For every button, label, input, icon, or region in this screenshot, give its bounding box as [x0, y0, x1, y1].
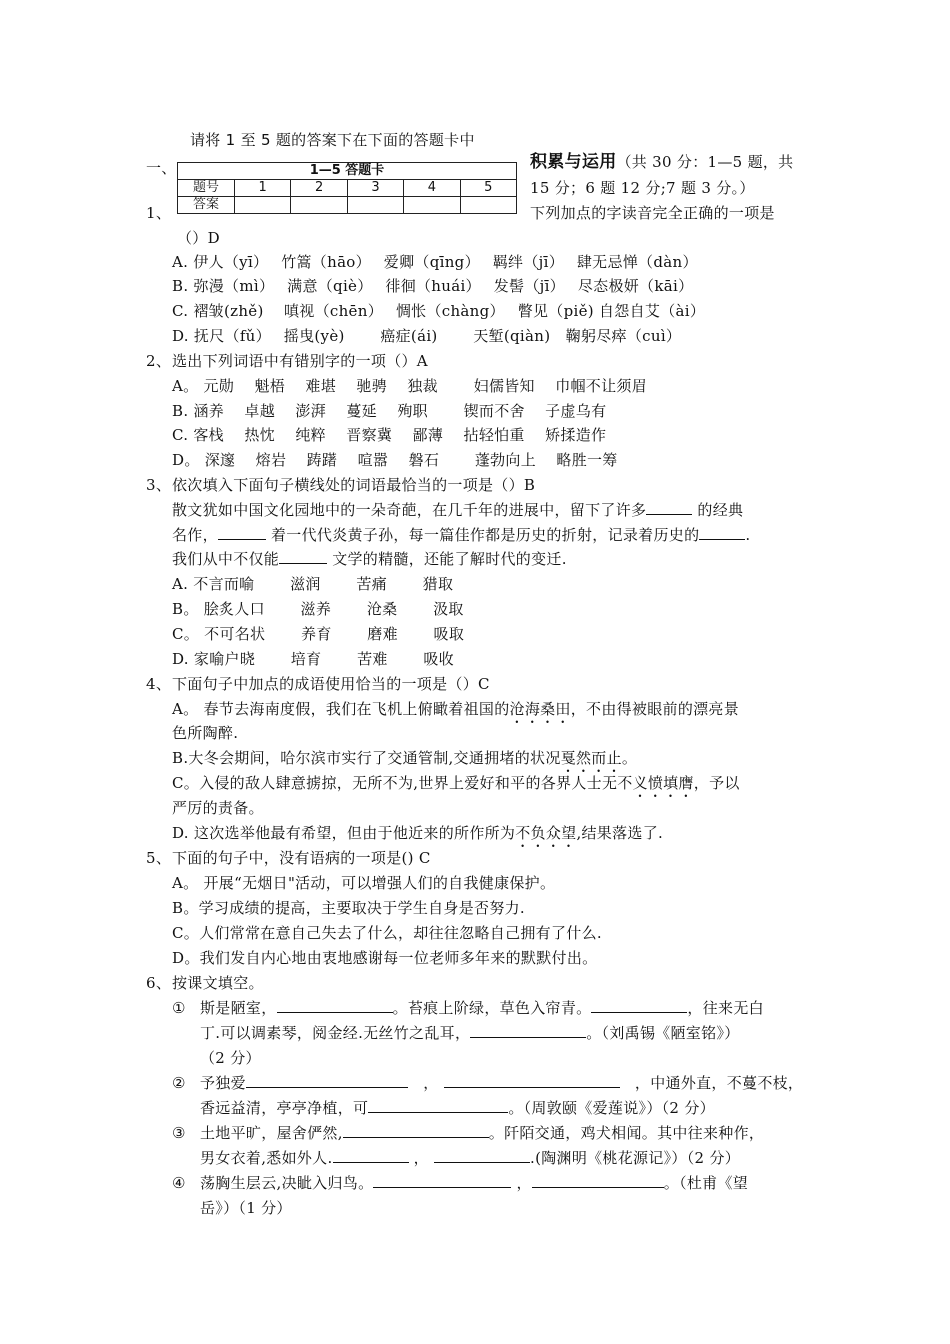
section-info-1: （共 30 分：1—5 题，共: [616, 153, 794, 171]
q6-item-2-line-2: 香远益清，亭亭净植，可 。（周敦颐《爱莲说》）（2 分）: [200, 1099, 715, 1117]
answer-label: 答案: [178, 197, 235, 214]
instruction-text: 请将 1 至 5 题的答案下在下面的答题卡中: [190, 131, 475, 149]
q1-option-b: B. 弥漫（mì） 满意（qiè） 徘徊（huái） 发髻（jī） 尽态极妍（kāi）: [172, 277, 694, 295]
section-title: 积累与运用: [530, 152, 617, 172]
q6-item-1-blank-2[interactable]: [591, 998, 687, 1013]
q6-item-1-blank-1[interactable]: [277, 998, 393, 1013]
q3-passage-line-3: 我们从中不仅能 文学的精髓，还能了解时代的变迁.: [172, 550, 567, 568]
q2-stem: 选出下列词语中有错别字的一项（）A: [172, 352, 428, 370]
q4-number: 4、: [146, 675, 172, 693]
dotted-idiom-d: 不负众望: [515, 824, 577, 842]
q1-option-d: D. 抚尺（fǔ） 摇曳(yè) 癌症(ái) 天堑(qiàn) 鞠躬尽瘁（cuì）: [172, 327, 682, 345]
q6-item-1-line-3: （2 分）: [200, 1049, 261, 1067]
question-number-4: 4: [404, 180, 460, 197]
section-heading: [530, 150, 793, 174]
q6-item-4-line-1: 荡胸生层云,决眦入归鸟。 ， 。（杜甫《望: [200, 1174, 749, 1192]
q6-item-2-blank-1[interactable]: [246, 1073, 408, 1088]
q6-item-3-blank-1[interactable]: [343, 1123, 489, 1138]
answer-card-title: 1—5 答题卡: [178, 163, 517, 180]
q3-passage-line-1: 散文犹如中国文化园地中的一朵奇葩，在几千年的进展中，留下了许多 的经典: [172, 501, 744, 519]
question-number-2: 2: [291, 180, 347, 197]
q1-option-a: A. 伊人（yī） 竹篙（hāo） 爱卿（qīng） 羁绊（jī） 肆无忌惮（dàn）: [172, 253, 698, 271]
q1-number: 1、: [146, 204, 172, 222]
q6-item-1-blank-3[interactable]: [470, 1023, 586, 1038]
question-number-3: 3: [347, 180, 403, 197]
section-info-2: 15 分；6 题 12 分;7 题 3 分。）: [530, 179, 755, 197]
question-number-label: 题号: [178, 180, 235, 197]
section-number: 一、: [146, 159, 177, 177]
q3-option-b: B。 脍炙人口 滋养 沧桑 汲取: [172, 600, 464, 618]
dotted-idiom-c: 义愤填膺: [632, 774, 694, 792]
q3-passage-line-2: 名作， 着一代代炎黄子孙，每一篇佳作都是历史的折射，记录着历史的 .: [172, 526, 751, 544]
q6-item-2-line-1: 予独爱 ， ，中通外直，不蔓不枝，: [200, 1074, 804, 1092]
q3-option-a: A. 不言而喻 滋润 苦痛 猎取: [172, 575, 454, 593]
q4-option-a-cont: 色所陶醉.: [172, 724, 239, 742]
q2-option-b: B. 涵养 卓越 澎湃 蔓延 殉职 锲而不舍 子虚乌有: [172, 402, 607, 420]
q4-option-b: B.大冬会期间，哈尔滨市实行了交通管制,交通拥堵的状况戛然而止。: [172, 749, 638, 767]
q6-item-1-line-1: 斯是陋室， 。苔痕上阶绿，草色入帘青。 ，往来无白: [200, 999, 764, 1017]
q3-number: 3、: [146, 476, 172, 494]
q5-option-a: A。 开展“无烟日"活动，可以增强人们的自我健康保护。: [172, 874, 556, 892]
q5-option-b: B。学习成绩的提高，主要取决于学生自身是否努力.: [172, 899, 525, 917]
q1-answer: （）D: [177, 229, 220, 247]
q3-blank-2[interactable]: [218, 525, 266, 540]
q6-item-3-line-2: 男女衣着,悉如外人. ， .(陶渊明《桃花源记》）（2 分）: [200, 1149, 741, 1167]
q5-stem: 下面的句子中，没有语病的一项是() C: [172, 849, 431, 867]
q4-option-c: C。入侵的敌人肆意掳掠，无所不为,世界上爱好和平的各界人士无不义愤填膺，予以: [172, 774, 740, 792]
answer-cell-2[interactable]: [291, 197, 347, 214]
q6-item-4-blank-2[interactable]: [532, 1173, 664, 1188]
q6-item-4-blank-1[interactable]: [373, 1173, 511, 1188]
q2-number: 2、: [146, 352, 172, 370]
q3-blank-3[interactable]: [699, 525, 745, 540]
q3-blank-4[interactable]: [279, 549, 327, 564]
q5-option-c: C。人们常常在意自己失去了什么，却往往忽略自己拥有了什么.: [172, 924, 602, 942]
q3-stem: 依次填入下面句子横线处的词语最恰当的一项是（）B: [172, 476, 536, 494]
q6-item-1-marker: ①: [172, 999, 186, 1017]
q4-option-a: A。 春节去海南度假，我们在飞机上俯瞰着祖国的沧海桑田，不由得被眼前的漂亮景: [172, 700, 740, 718]
q3-blank-1[interactable]: [646, 500, 692, 515]
q4-option-d: D. 这次选举他最有希望，但由于他近来的所作所为不负众望,结果落选了.: [172, 824, 664, 842]
q6-stem: 按课文填空。: [172, 974, 264, 992]
q6-item-3-blank-3[interactable]: [434, 1148, 530, 1163]
q6-item-3-blank-2[interactable]: [333, 1148, 409, 1163]
q6-item-2-marker: ②: [172, 1074, 186, 1092]
answer-cell-3[interactable]: [347, 197, 403, 214]
q3-option-d: D. 家喻户晓 培育 苦难 吸收: [172, 650, 454, 668]
q6-item-1-line-2: 丁.可以调素琴，阅金经.无丝竹之乱耳， 。（刘禹锡《陋室铭》）: [200, 1024, 740, 1042]
answer-card-table: [177, 162, 517, 214]
answer-cell-1[interactable]: [235, 197, 291, 214]
question-number-1: 1: [235, 180, 291, 197]
q1-option-c: C. 褶皱(zhě) 嗔视（chēn） 惆怅（chàng） 瞥见（piě) 自怨自艾（ài）: [172, 302, 706, 320]
q4-stem: 下面句子中加点的成语使用恰当的一项是（）C: [172, 675, 490, 693]
q6-item-4-marker: ④: [172, 1174, 186, 1192]
dotted-idiom-b: 戛然而止: [560, 749, 622, 767]
answer-cell-5[interactable]: [460, 197, 516, 214]
q1-stem: 下列加点的字读音完全正确的一项是: [530, 204, 775, 222]
q6-item-2-blank-2[interactable]: [444, 1073, 620, 1088]
q6-item-3-marker: ③: [172, 1124, 186, 1142]
dotted-idiom-a: 沧海桑田: [509, 700, 571, 718]
question-number-5: 5: [460, 180, 516, 197]
answer-cell-4[interactable]: [404, 197, 460, 214]
q4-option-c-cont: 严厉的责备。: [172, 799, 264, 817]
q5-option-d: D。我们发自内心地由衷地感谢每一位老师多年来的默默付出。: [172, 949, 598, 967]
q6-number: 6、: [146, 974, 172, 992]
q3-option-c: C。 不可名状 养育 磨难 吸取: [172, 625, 465, 643]
q6-item-3-line-1: 土地平旷，屋舍俨然, 。阡陌交通，鸡犬相闻。其中往来种作，: [200, 1124, 765, 1142]
q6-item-4-line-2: 岳》）（1 分）: [200, 1199, 292, 1217]
q2-option-a: A。 元勋 魁梧 难堪 驰骋 独裁 妇儒皆知 巾帼不让须眉: [172, 377, 648, 395]
q2-option-c: C. 客栈 热忱 纯粹 晋察冀 鄙薄 拈轻怕重 矫揉造作: [172, 426, 607, 444]
q5-number: 5、: [146, 849, 172, 867]
q2-option-d: D。 深邃 熔岩 踌躇 喧嚣 磐石 蓬勃向上 略胜一筹: [172, 451, 618, 469]
q6-item-2-blank-3[interactable]: [368, 1098, 508, 1113]
